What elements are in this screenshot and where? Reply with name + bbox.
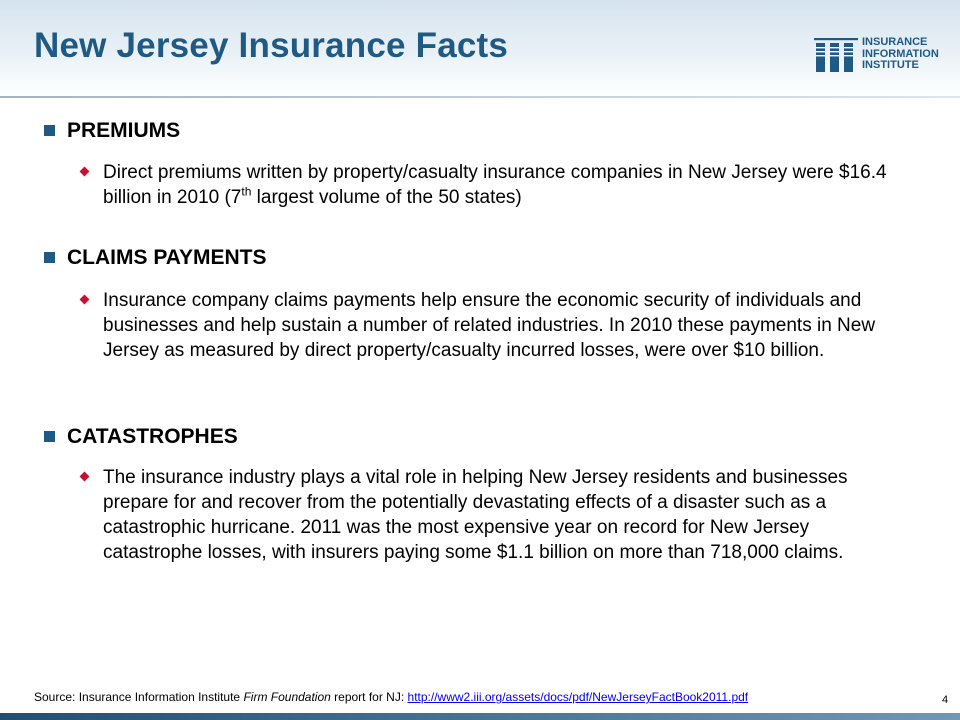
section-heading-text: CATASTROPHES [67, 425, 238, 448]
page-number: 4 [942, 694, 949, 706]
premiums-text-part2: largest volume of the 50 states) [251, 187, 522, 208]
section-heading-text: CLAIMS PAYMENTS [67, 246, 267, 269]
logo-line-2: INFORMATION [862, 47, 939, 60]
claims-bullet [103, 288, 903, 363]
header-rule [0, 96, 960, 98]
section-catastrophes-heading [44, 425, 238, 449]
diamond-bullet-icon [80, 167, 90, 177]
logo-line-3: INSTITUTE [862, 59, 919, 71]
diamond-bullet-icon [80, 472, 90, 482]
iii-logo-text [862, 37, 939, 72]
square-bullet-icon [44, 252, 55, 263]
slide-title: New Jersey Insurance Facts [34, 26, 509, 65]
catastrophes-text: The insurance industry plays a vital role in helping New Jersey residents and businesses prepare for and recover from the potentially devastating effects of a disaster such as a catastrophic hurricane. 2011 was the most expensive year on record for New Jersey catastrophe losses, with insurers paying some $1.1 billion on more than 718,000 claims. [103, 467, 848, 563]
logo-line-1: INSURANCE [862, 36, 928, 48]
square-bullet-icon [44, 431, 55, 442]
section-premiums-heading [44, 119, 180, 143]
source-middle: report for NJ: [330, 690, 408, 704]
square-bullet-icon [44, 125, 55, 136]
diamond-bullet-icon [80, 295, 90, 305]
source-link[interactable]: http://www2.iii.org/assets/docs/pdf/NewJerseyFactBook2011.pdf [407, 690, 749, 704]
iii-logo [814, 34, 954, 74]
ordinal-suffix: th [241, 184, 252, 199]
section-heading-text: PREMIUMS [67, 119, 181, 142]
catastrophes-bullet [103, 465, 903, 565]
premiums-bullet [103, 160, 903, 210]
claims-text: Insurance company claims payments help ensure the economic security of individuals and businesses and help sustain a number of related industries. In 2010 these payments in New Jersey as measured by direct property/casualty incurred losses, were over $10 billion. [103, 290, 876, 361]
source-report-name: Firm Foundation [243, 690, 331, 704]
iii-logo-mark-icon [814, 34, 858, 74]
section-claims-heading [44, 246, 267, 270]
premiums-text-part1: Direct premiums written by property/casualty insurance companies in New Jersey were $16.4 billion in 2010 (7 [103, 162, 887, 208]
source-prefix: Source: Insurance Information Institute [34, 690, 244, 704]
footer-band [0, 713, 960, 720]
source-note [34, 690, 748, 704]
